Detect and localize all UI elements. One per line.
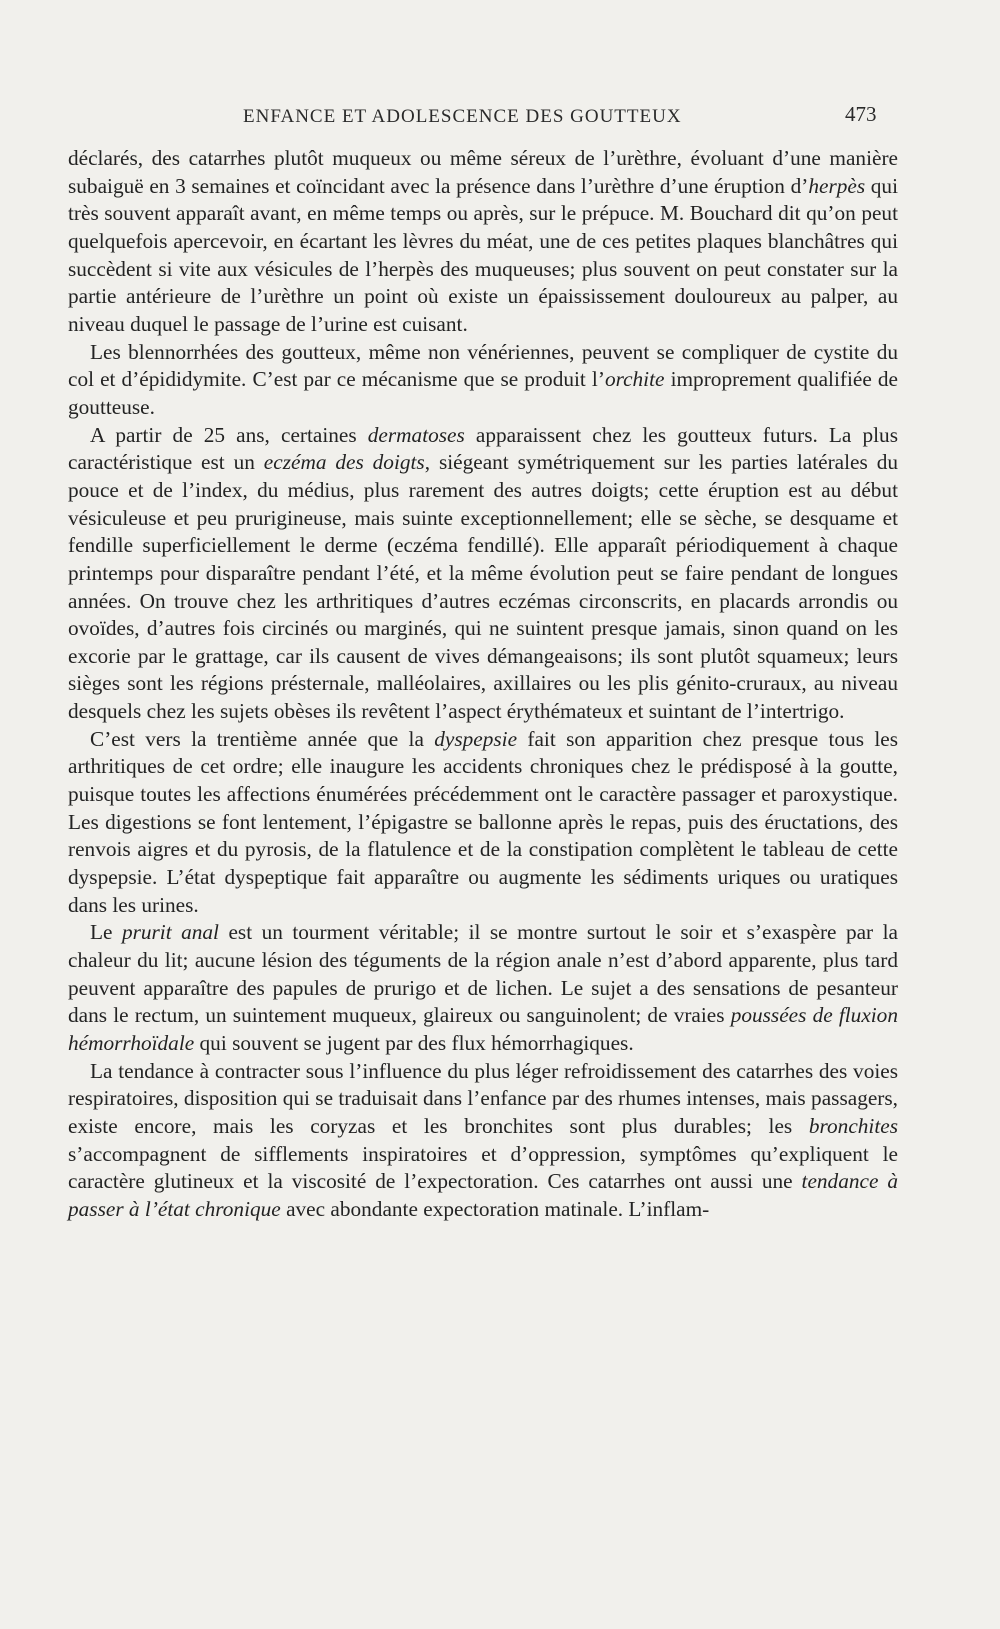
text-run: improprement qualifiée de goutteuse. — [68, 367, 898, 419]
paragraph — [68, 339, 898, 422]
text-run: est un tourment véritable; il se montre surtout le soir et s’exaspère par la chaleur du lit; aucune lésion des téguments de la région anale n’est d’abord apparente, plus tard peuvent apparaître des papules de prurigo et de lichen. Le sujet a des sensations de pesanteur dans le rectum, un suintement muqueux, glaireux ou sanguinolent; de vraies — [68, 920, 898, 1028]
page-header — [0, 100, 1000, 132]
text-run: A partir de 25 ans, certaines — [90, 422, 368, 447]
text-run: , siégeant symétriquement sur les parties latérales du pouce et de l’index, du médius, plus rarement des autres doigts; cette éruption est au début vésiculeuse et peu prurigineuse, mais suinte exceptionnellement; elle se sèche, se desquame et fendille superficiellement le derme (eczéma fendillé). Elle apparaît périodiquement à chaque printemps pour disparaître pendant l’été, et la même évolution peut se faire pendant de longues années. On trouve chez les arthritiques d’autres eczémas circonscrits, en placards arrondis ou ovoïdes, d’autres fois circinés ou marginés, qui ne suintent presque jamais, sinon quand on les excorie par le grattage, car ils causent de vives démangeaisons; ils sont plutôt squameux; leurs sièges sont les régions présternale, malléolaires, axillaires ou les plis génito-cruraux, au niveau desquels chez les sujets obèses ils revêtent l’aspect érythémateux et suintant de l’intertrigo. — [68, 450, 898, 724]
italic-term: eczéma des doigts — [263, 450, 425, 475]
text-run: La tendance à contracter sous l’influence du plus léger refroidissement des catarrhes des voies respiratoires, disposition qui se traduisait dans l’enfance par des rhumes intenses, mais passagers, existe encore, mais les coryzas et les bronchites sont plus durables; les — [68, 1058, 898, 1138]
italic-term: orchite — [604, 367, 665, 392]
paragraph — [68, 422, 898, 726]
text-run: déclarés, des catarrhes plutôt muqueux ou même séreux de l’urèthre, évoluant d’une manière subaiguë en 3 semaines et coïncidant avec la présence dans l’urèthre d’une éruption d’ — [68, 146, 898, 198]
italic-term: prurit anal — [121, 920, 219, 945]
text-run: apparaissent chez les goutteux futurs. La plus caractéristique est un — [68, 422, 898, 475]
italic-term: dyspepsie — [434, 726, 518, 751]
paragraph — [68, 726, 898, 920]
italic-term: poussées de fluxion hémorrhoïdale — [68, 1003, 898, 1055]
text-run: avec abondante expectoration matinale. L’inflam- — [280, 1196, 710, 1221]
italic-term: dermatoses — [367, 422, 465, 447]
text-run: qui souvent se jugent par des flux hémorrhagiques. — [194, 1031, 634, 1055]
body-text — [68, 145, 898, 1224]
text-run: Le — [90, 920, 122, 945]
italic-term: herpès — [808, 173, 866, 198]
page-number: 473 — [845, 102, 877, 126]
text-run: qui très souvent apparaît avant, en même temps ou après, sur le prépuce. M. Bouchard dit qu’on peut quelquefois apercevoir, en écartant les lèvres du méat, une de ces petites plaques blanchâtres qui succèdent si vite aux vésicules de l’herpès des muqueuses; plus souvent on peut constater sur la partie antérieure de l’urèthre un point où existe un épaississement douloureux au palper, au niveau duquel le passage de l’urine est cuisant. — [68, 173, 898, 336]
paragraph — [68, 919, 898, 1057]
text-run: Les blennorrhées des goutteux, même non vénériennes, peuvent se compliquer de cystite du col et d’épididymite. C’est par ce mécanisme que se produit l’ — [68, 339, 898, 392]
text-run: s’accompagnent de sifflements inspiratoires et d’oppression, symptômes qu’expliquent le caractère glutineux et la viscosité de l’expectoration. Ces catarrhes ont aussi une — [68, 1141, 898, 1194]
paragraph — [68, 1058, 898, 1224]
italic-term: bronchites — [808, 1113, 898, 1138]
paragraph — [68, 145, 898, 339]
running-title: ENFANCE ET ADOLESCENCE DES GOUTTEUX — [243, 106, 682, 127]
text-run: C’est vers la trentième année que la — [90, 726, 435, 751]
italic-term: tendance à passer à l’état chronique — [68, 1169, 898, 1221]
text-run: fait son apparition chez presque tous les arthritiques de cet ordre; elle inaugure les accidents chroniques chez le prédisposé à la goutte, puisque toutes les affections énumérées précédemment ont le caractère passager et paroxystique. Les digestions se font lentement, l’épigastre se ballonne après le repas, puis des éructations, des renvois aigres et du pyrosis, de la flatulence et de la constipation complètent le tableau de cette dyspepsie. L’état dyspeptique fait apparaître ou augmente les sédiments uriques ou uratiques dans les urines. — [68, 726, 898, 917]
